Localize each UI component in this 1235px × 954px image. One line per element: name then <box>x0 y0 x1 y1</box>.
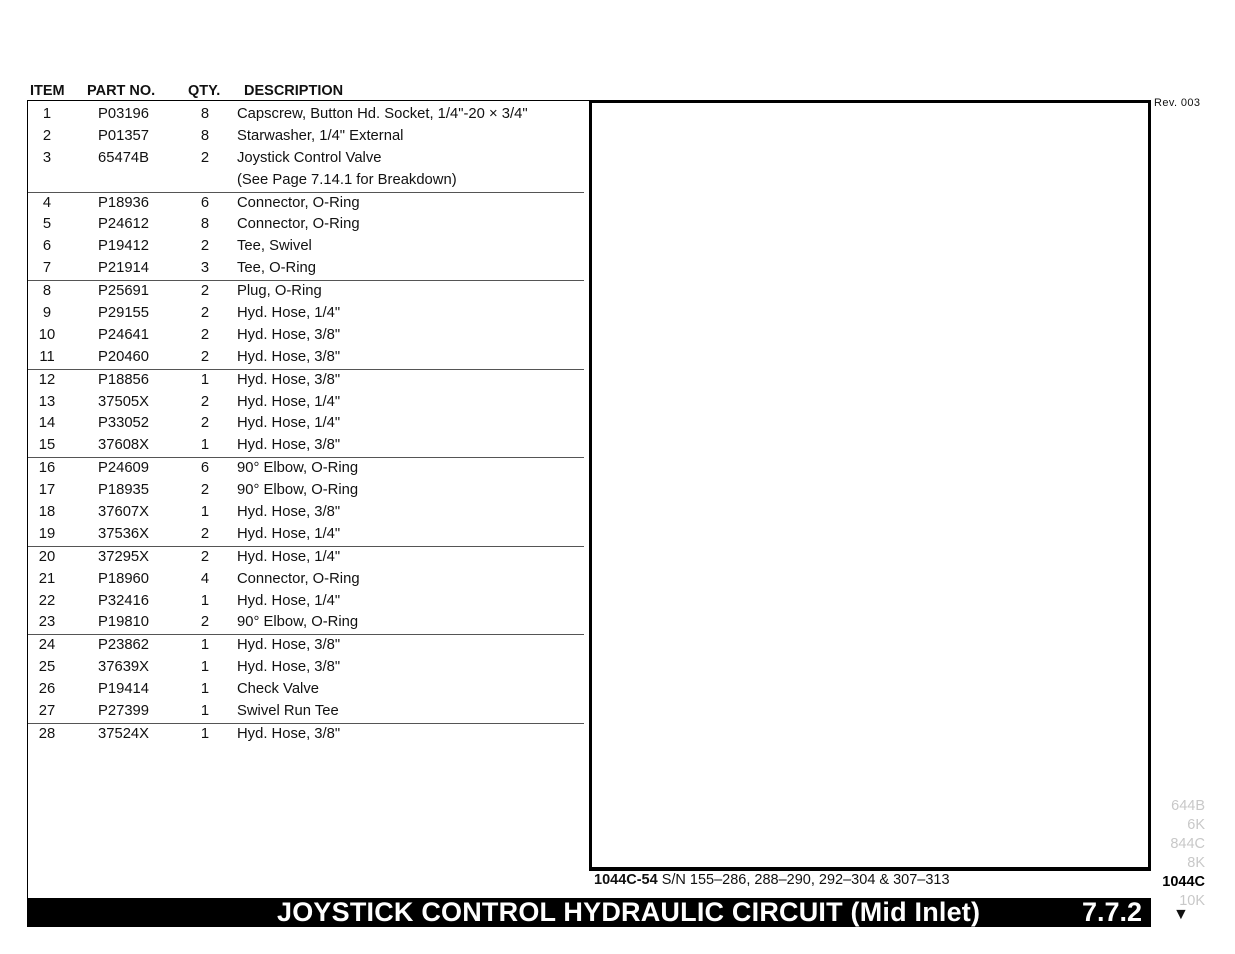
table-row <box>28 325 584 347</box>
row-description: Hyd. Hose, 3/8" <box>237 659 341 676</box>
row-part-no: P19412 <box>98 238 150 255</box>
row-item: 14 <box>38 415 56 432</box>
row-qty: 8 <box>200 106 210 122</box>
row-description: Connector, O-Ring <box>237 570 360 587</box>
row-description: Hyd. Hose, 3/8" <box>237 437 341 454</box>
row-qty: 1 <box>200 592 210 609</box>
row-part-no: 37536X <box>98 525 150 542</box>
page-number: 7.7.2 <box>1081 897 1142 927</box>
row-part-no: 37295X <box>98 548 150 565</box>
row-item: 4 <box>42 194 52 211</box>
down-arrow-icon[interactable]: ▼ <box>1173 906 1189 923</box>
row-item: 7 <box>42 260 52 277</box>
row-qty: 2 <box>200 149 210 166</box>
row-item: 26 <box>38 681 56 698</box>
row-part-no: P20460 <box>98 348 150 365</box>
row-description: Hyd. Hose, 1/4" <box>237 305 341 322</box>
col-header-part: PART NO. <box>87 83 156 99</box>
row-item: 5 <box>42 216 52 233</box>
table-row <box>28 524 584 546</box>
row-item: 6 <box>42 238 52 255</box>
row-item: 13 <box>38 393 56 410</box>
model-item[interactable]: 10K <box>1179 893 1205 909</box>
row-part-no: P23862 <box>98 637 150 654</box>
model-item[interactable]: 844C <box>1170 836 1205 852</box>
table-row <box>28 369 584 392</box>
row-part-no: P24609 <box>98 460 150 477</box>
row-qty: 1 <box>200 681 210 698</box>
row-item: 11 <box>39 348 55 365</box>
row-description: 90° Elbow, O-Ring <box>237 460 359 477</box>
table-row <box>28 258 584 280</box>
table-row <box>28 679 584 701</box>
row-item: 24 <box>38 637 56 654</box>
row-part-no: P01357 <box>98 127 150 144</box>
table-row <box>28 435 584 457</box>
table-row <box>28 392 584 414</box>
row-qty: 3 <box>200 260 210 277</box>
row-item: 25 <box>38 659 56 676</box>
row-description: Hyd. Hose, 1/4" <box>237 415 341 432</box>
row-description: Hyd. Hose, 1/4" <box>237 592 341 609</box>
table-row <box>28 546 584 569</box>
serial-range <box>594 872 950 888</box>
row-item: 19 <box>38 525 56 542</box>
row-part-no: P18935 <box>98 482 150 499</box>
parts-list <box>28 104 584 746</box>
row-item: 3 <box>42 149 52 166</box>
row-part-no: P24641 <box>98 326 150 343</box>
row-part-no: 37607X <box>98 504 150 521</box>
row-part-no: P03196 <box>98 106 150 122</box>
row-item: 18 <box>38 504 56 521</box>
row-item: 16 <box>38 460 56 477</box>
table-row <box>28 591 584 613</box>
table-row <box>28 148 584 170</box>
row-part-no: 37524X <box>98 725 150 742</box>
model-item[interactable]: 6K <box>1187 817 1205 833</box>
row-part-no: P18856 <box>98 371 150 388</box>
row-item: 8 <box>42 283 52 300</box>
row-description: Check Valve <box>237 681 319 698</box>
table-row <box>28 170 584 192</box>
table-row <box>28 612 584 634</box>
row-description: Hyd. Hose, 3/8" <box>237 725 341 742</box>
row-item: 9 <box>42 305 52 322</box>
row-description: Connector, O-Ring <box>237 194 360 211</box>
row-item: 27 <box>38 703 56 720</box>
serial-model: 1044C-54 <box>594 872 658 888</box>
revision-label: Rev. 003 <box>1154 97 1201 109</box>
row-description: Tee, O-Ring <box>237 260 316 277</box>
row-item: 28 <box>38 725 56 742</box>
row-part-no: P18936 <box>98 194 150 211</box>
row-part-no: 37608X <box>98 437 150 454</box>
row-part-no: P27399 <box>98 703 150 720</box>
model-item[interactable]: 8K <box>1187 855 1205 871</box>
table-row <box>28 480 584 502</box>
table-row <box>28 236 584 258</box>
row-part-no: P33052 <box>98 415 150 432</box>
row-part-no: P29155 <box>98 305 150 322</box>
row-item: 1 <box>42 106 52 122</box>
row-part-no: P19810 <box>98 614 150 631</box>
row-description: Plug, O-Ring <box>237 283 322 300</box>
row-qty: 4 <box>200 570 210 587</box>
row-item: 21 <box>38 570 56 587</box>
row-qty: 1 <box>200 725 210 742</box>
row-part-no: P19414 <box>98 681 150 698</box>
row-item: 22 <box>38 592 56 609</box>
row-qty: 2 <box>200 525 210 542</box>
row-item: 2 <box>42 127 52 144</box>
table-row <box>28 280 584 303</box>
row-part-no: 37505X <box>98 393 150 410</box>
row-description: Hyd. Hose, 3/8" <box>237 326 341 343</box>
row-item: 20 <box>38 548 56 565</box>
row-qty: 1 <box>200 437 210 454</box>
row-description: Swivel Run Tee <box>237 703 339 720</box>
row-part-no: P21914 <box>98 260 150 277</box>
row-item: 17 <box>38 482 56 499</box>
row-description: Capscrew, Button Hd. Socket, 1/4"-20 × 3/4" <box>237 106 528 122</box>
table-row <box>28 104 584 126</box>
row-part-no: 37639X <box>98 659 150 676</box>
col-header-desc: DESCRIPTION <box>244 83 344 99</box>
row-part-no: 65474B <box>98 149 150 166</box>
row-description: Hyd. Hose, 3/8" <box>237 348 341 365</box>
row-description: 90° Elbow, O-Ring <box>237 614 359 631</box>
title-bar <box>27 898 1151 927</box>
table-row <box>28 214 584 236</box>
row-qty: 8 <box>200 216 210 233</box>
row-qty: 1 <box>200 504 210 521</box>
row-qty: 2 <box>200 283 210 300</box>
serial-range-text: S/N 155–286, 288–290, 292–304 & 307–313 <box>657 872 950 888</box>
row-qty: 2 <box>200 326 210 343</box>
model-list <box>1162 797 1205 911</box>
page-title: JOYSTICK CONTROL HYDRAULIC CIRCUIT (Mid Inlet) <box>277 897 981 927</box>
table-row <box>28 192 584 215</box>
row-qty: 6 <box>200 194 210 211</box>
row-item: 15 <box>38 437 56 454</box>
row-description: Hyd. Hose, 1/4" <box>237 393 341 410</box>
row-description: Hyd. Hose, 3/8" <box>237 504 341 521</box>
table-row <box>28 701 584 723</box>
model-item[interactable]: 644B <box>1171 798 1205 814</box>
row-description: Hyd. Hose, 1/4" <box>237 525 341 542</box>
row-qty: 1 <box>200 659 210 676</box>
row-item: 12 <box>38 371 56 388</box>
row-description: Tee, Swivel <box>237 238 312 255</box>
row-qty: 2 <box>200 548 210 565</box>
row-item: 23 <box>38 614 56 631</box>
table-row <box>28 303 584 325</box>
row-qty: 1 <box>200 637 210 654</box>
row-qty: 2 <box>200 348 210 365</box>
table-row <box>28 457 584 480</box>
row-qty: 2 <box>200 482 210 499</box>
row-description: Joystick Control Valve <box>237 149 382 166</box>
row-qty: 2 <box>200 415 210 432</box>
table-row <box>28 347 584 369</box>
row-qty: 1 <box>200 703 210 720</box>
row-qty: 2 <box>200 614 210 631</box>
row-part-no: P25691 <box>98 283 150 300</box>
row-description: Connector, O-Ring <box>237 216 360 233</box>
row-description: Hyd. Hose, 3/8" <box>237 637 341 654</box>
row-description: (See Page 7.14.1 for Breakdown) <box>237 171 457 188</box>
row-description: Starwasher, 1/4" External <box>237 127 404 144</box>
col-header-item: ITEM <box>30 83 65 99</box>
table-row <box>28 413 584 435</box>
table-row <box>28 634 584 657</box>
table-row <box>28 657 584 679</box>
row-description: Hyd. Hose, 1/4" <box>237 548 341 565</box>
table-row <box>28 502 584 524</box>
row-qty: 2 <box>200 393 210 410</box>
table-row <box>28 126 584 148</box>
row-qty: 1 <box>200 371 210 388</box>
row-part-no: P32416 <box>98 592 150 609</box>
row-qty: 8 <box>200 127 210 144</box>
row-qty: 2 <box>200 305 210 322</box>
row-qty: 6 <box>200 460 210 477</box>
row-qty: 2 <box>200 238 210 255</box>
parts-list-panel <box>27 100 589 898</box>
model-item[interactable]: 1044C <box>1162 874 1205 890</box>
row-part-no: P24612 <box>98 216 150 233</box>
diagram-area <box>589 100 1151 871</box>
row-item: 10 <box>38 326 56 343</box>
table-row <box>28 569 584 591</box>
table-row <box>28 723 584 746</box>
row-description: 90° Elbow, O-Ring <box>237 482 359 499</box>
row-part-no: P18960 <box>98 570 150 587</box>
row-description: Hyd. Hose, 3/8" <box>237 371 341 388</box>
col-header-qty: QTY. <box>188 83 221 99</box>
